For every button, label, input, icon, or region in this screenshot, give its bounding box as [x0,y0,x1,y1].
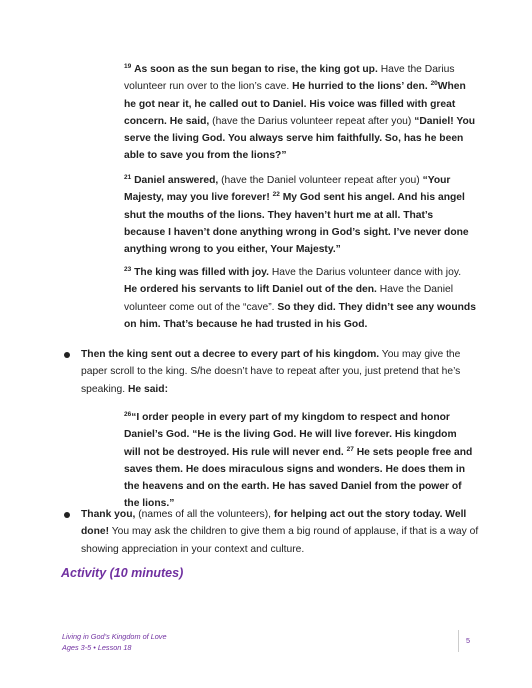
bold-text: So they did. They didn’t see any wounds on him. That’s because he had trusted in his God. [124,301,476,330]
stage-direction: (have the Darius volunteer repeat after you) [209,115,415,127]
stage-direction: Have the Daniel volunteer come out of the “cave”. [124,284,454,313]
bullet-thank-you [81,506,481,558]
paragraph-verses-19-20 [124,61,476,165]
footer-subtitle: Ages 3-5 • Lesson 18 [62,643,132,652]
activity-heading: Activity (10 minutes) [61,566,184,580]
stage-direction: (have the Daniel volunteer repeat after you) [218,175,423,186]
bold-text: My God sent his angel. And his angel shut the mouths of the lions. They haven’t hurt me at all. That’s because I haven’t done anything wrong in God’s sight. I’ve never done anything wrong to you either, Your Majesty.” [124,192,469,256]
verse-number: 26 [124,411,132,418]
bold-text: He sets people free and saves them. He does miraculous signs and wonders. He does them in the heavens and on the earth. He has saved Daniel from the power of the lions.” [124,446,473,510]
footer [62,631,167,653]
bold-text: As soon as the sun began to rise, the king got up. [134,64,378,75]
bullet-decree [81,346,481,398]
bold-text: “I order people in every part of my kingdom to respect and honor Daniel’s God. “He is the living God. He will live forever. His kingdom will not be destroyed. His rule will never end. [124,412,457,458]
stage-direction: You may give the paper scroll to the king. S/he doesn’t have to repeat after you, just pretend that he’s speaking. [81,349,461,395]
stage-direction: You may ask the children to give them a big round of applause, if that is a way of showing appreciation in your context and culture. [81,526,479,555]
paragraph-verse-23 [124,264,476,333]
bold-text: He hurried to the lions’ den. [292,81,428,93]
verse-number: 27 [346,445,354,453]
verse-number: 22 [272,191,280,199]
footer-divider [458,630,459,652]
verse-number: 23 [124,266,132,273]
verse-number: 20 [430,80,438,88]
bold-text: When he got near it, he called out to Daniel. His voice was filled with great concern. He said, [124,81,466,127]
footer-title: Living in God’s Kingdom of Love [62,632,167,641]
bold-text: “Your Majesty, may you live forever! [124,175,451,204]
verse-number: 21 [124,174,132,181]
stage-direction: (names of all the volunteers), [135,509,274,520]
quote-verses-26-27 [124,409,476,513]
bullet-dot [64,512,70,518]
bold-text: The king was filled with joy. [134,267,269,278]
bold-text: Then the king sent out a decree to every part of his kingdom. [81,349,380,360]
page-number: 5 [466,636,471,645]
bold-text: He said: [127,383,169,395]
bold-text: Thank you, [81,509,136,520]
bold-text: He ordered his servants to lift Daniel out of the den. [124,284,377,296]
paragraph-verses-21-22 [124,172,476,258]
verse-number: 19 [124,63,132,70]
stage-direction: Have the Darius volunteer run over to the lion’s cave. [124,64,455,93]
bold-text: Daniel answered, [134,175,219,186]
bold-text: for helping act out the story today. Well done! [81,509,467,538]
bullet-dot [64,352,70,358]
bold-text: “Daniel! You serve the living God. You always serve him faithfully. So, has he been able to save you from the lions?” [124,115,476,162]
stage-direction: Have the Darius volunteer dance with joy. [268,267,462,278]
